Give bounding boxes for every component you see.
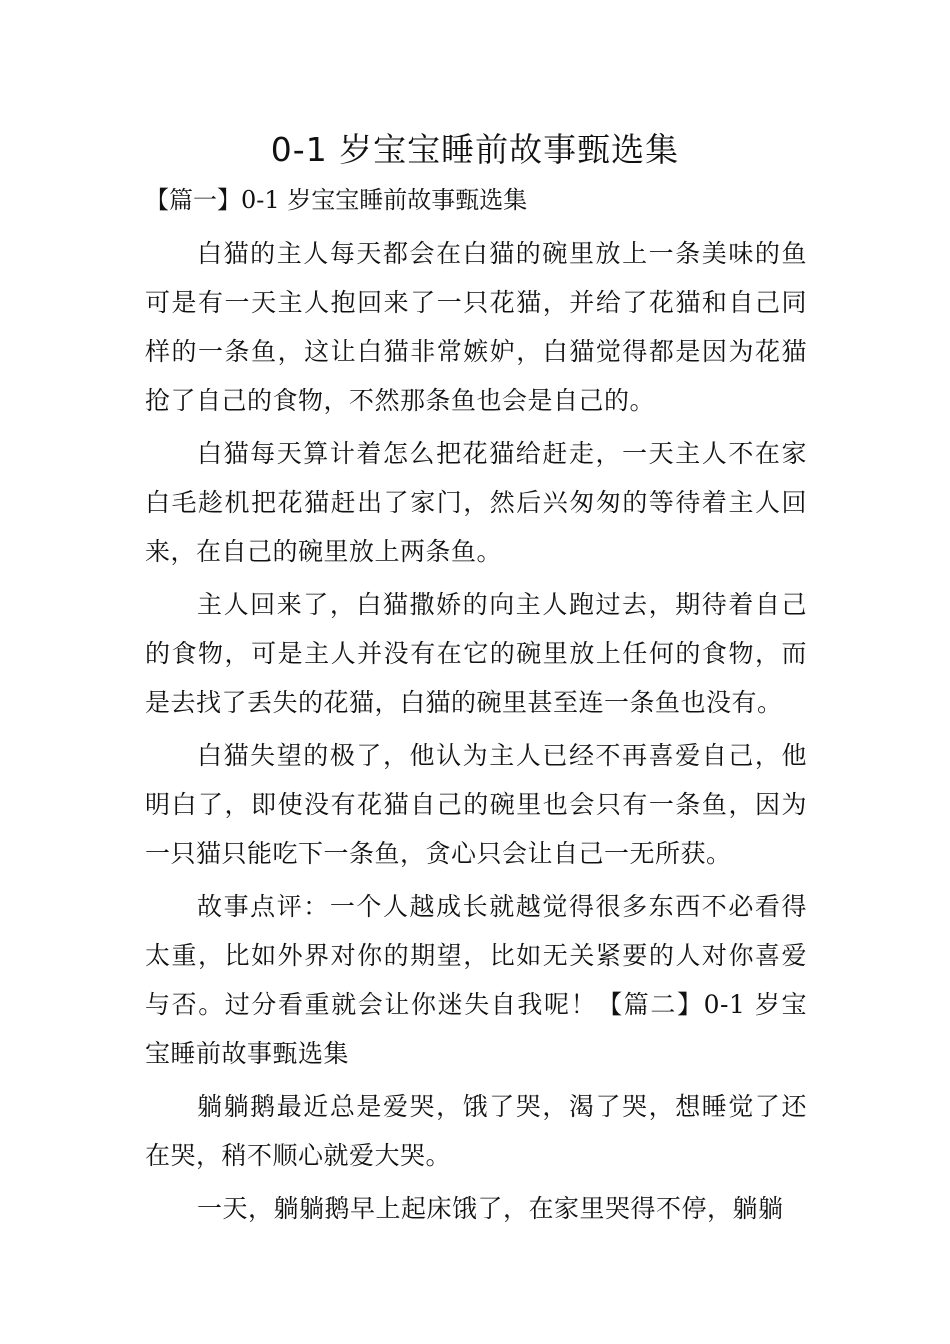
- paragraph-6: 躺躺鹅最近总是爱哭，饿了哭，渴了哭，想睡觉了还在哭，稍不顺心就爱大哭。: [145, 1092, 807, 1170]
- paragraph-5: 故事点评：一个人越成长就越觉得很多东西不必看得太重，比如外界对你的期望，比如无关紧要的人对你喜爱与否。过分看重就会让你迷失自我呢！【篇二】0-1 岁宝宝睡前故事甄选集: [145, 892, 807, 1068]
- paragraph-2: 白猫每天算计着怎么把花猫给赶走，一天主人不在家白毛趁机把花猫赶出了家门，然后兴匆匆的等待着主人回来，在自己的碗里放上两条鱼。: [145, 439, 807, 566]
- document-title: 0-1 岁宝宝睡前故事甄选集: [270, 130, 680, 169]
- section-heading: 【篇一】0-1 岁宝宝睡前故事甄选集: [145, 186, 528, 214]
- paragraph-1: 白猫的主人每天都会在白猫的碗里放上一条美味的鱼可是有一天主人抱回来了一只花猫，并给了花猫和自己同样的一条鱼，这让白猫非常嫉妒，白猫觉得都是因为花猫抢了自己的食物，不然那条鱼也会是自己的。: [145, 239, 807, 415]
- document-body: [145, 229, 807, 1237]
- paragraph-3: 主人回来了，白猫撒娇的向主人跑过去，期待着自己的食物，可是主人并没有在它的碗里放上任何的食物，而是去找了丢失的花猫，白猫的碗里甚至连一条鱼也没有。: [145, 590, 807, 717]
- paragraph-7: 一天，躺躺鹅早上起床饿了，在家里哭得不停，躺躺: [197, 1194, 784, 1223]
- paragraph-4: 白猫失望的极了，他认为主人已经不再喜爱自己，他明白了，即使没有花猫自己的碗里也会只有一条鱼，因为一只猫只能吃下一条鱼，贪心只会让自己一无所获。: [145, 741, 807, 868]
